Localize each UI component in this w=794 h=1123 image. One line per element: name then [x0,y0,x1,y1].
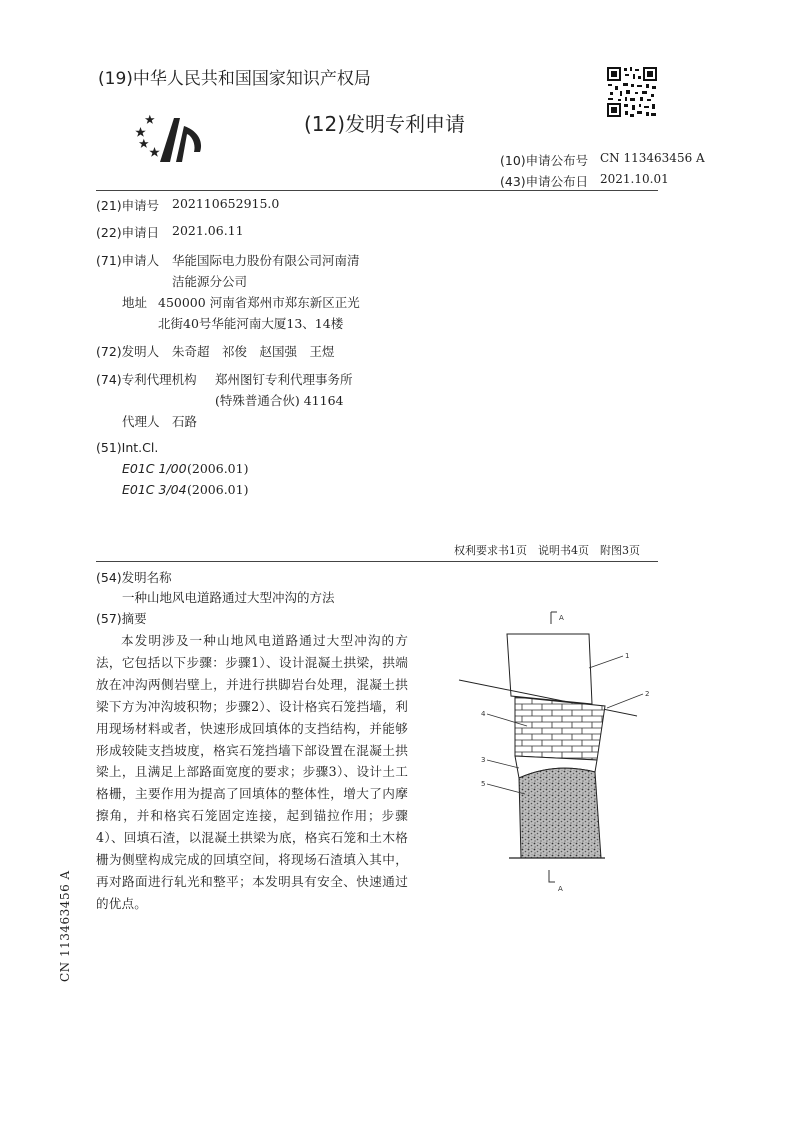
publication-number: CN 113463456 A [600,151,705,165]
invention-title: 一种山地风电道路通过大型冲沟的方法 [122,590,335,605]
applicant-line-1: 华能国际电力股份有限公司河南清 [172,253,360,268]
qr-code [606,66,658,118]
intcl-version-2: (2006.01) [187,482,249,497]
publication-number-label: (10)申请公布号 [500,153,589,168]
office-name: (19)中华人民共和国国家知识产权局 [98,69,371,89]
publication-date: 2021.10.01 [600,172,669,186]
abstract-figure [455,608,665,900]
agent-label: 代理人 [122,414,160,429]
intcl-code-1: E01C 1/00 [122,461,187,476]
figure-label-5: 5 [481,780,486,788]
application-date-label: (22)申请日 [96,225,160,240]
applicant-line-2: 洁能源分公司 [172,274,248,289]
cnipa-logo [130,112,206,166]
section-mark-bottom: A [558,885,563,893]
section-mark-top: A [559,614,564,622]
application-date: 2021.06.11 [172,223,244,238]
pages-divider [96,561,658,562]
intcl-version-1: (2006.01) [187,461,249,476]
side-publication-number: CN 113463456 A [58,870,72,982]
publication-date-label: (43)申请公布日 [500,174,589,189]
figure-label-1: 1 [625,652,630,660]
applicant-label: (71)申请人 [96,253,160,268]
inventors: 朱奇超 祁俊 赵国强 王煜 [172,344,335,359]
agency-label: (74)专利代理机构 [96,372,197,387]
title-label: (54)发明名称 [96,570,172,585]
address-line-2: 北街40号华能河南大厦13、14楼 [158,316,344,331]
address-line-1: 450000 河南省郑州市郑东新区正光 [158,295,360,310]
application-number-label: (21)申请号 [96,198,160,213]
pages-info: 权利要求书1页 说明书4页 附图3页 [454,544,640,557]
inventors-label: (72)发明人 [96,344,160,359]
figure-label-4: 4 [481,710,486,718]
agent-name: 石路 [172,414,198,429]
agency-line-1: 郑州图钉专利代理事务所 [215,372,353,387]
document-type: (12)发明专利申请 [304,112,466,136]
abstract-label: (57)摘要 [96,611,147,626]
abstract-text: 本发明涉及一种山地风电道路通过大型冲沟的方法，它包括以下步骤：步骤1）、设计混凝土拱梁，拱端放在冲沟两侧岩壁上，并进行拱脚岩台处理，混凝土拱梁下方为冲沟坡积物；步骤2）、设计格宾石笼挡墙，利用现场材料或者，快速形成回填体的支挡结构，并能够形成较陡支挡坡度，格宾石笼挡墙下部设置在混凝土拱梁上，且满足上部路面宽度的要求；步骤3）、设计土工格栅，主要作用为提高了回填体的整体性，增大了内摩擦角，并和格宾石笼固定连接，起到锚拉作用；步骤4）、回填石渣，以混凝土拱梁为底，格宾石笼和土木格栅为侧壁构成完成的回填空间，将现场石渣填入其中，再对路面进行轧光和整平；本发明具有安全、快速通过的优点。 [96,633,408,911]
figure-label-3: 3 [481,756,486,764]
application-number: 202110652915.0 [172,196,280,211]
header-divider [96,190,658,191]
agency-line-2: (特殊普通合伙) 41164 [215,393,344,408]
address-label: 地址 [122,295,148,310]
intcl-label: (51)Int.Cl. [96,440,159,455]
intcl-code-2: E01C 3/04 [122,482,187,497]
figure-label-2: 2 [645,690,650,698]
